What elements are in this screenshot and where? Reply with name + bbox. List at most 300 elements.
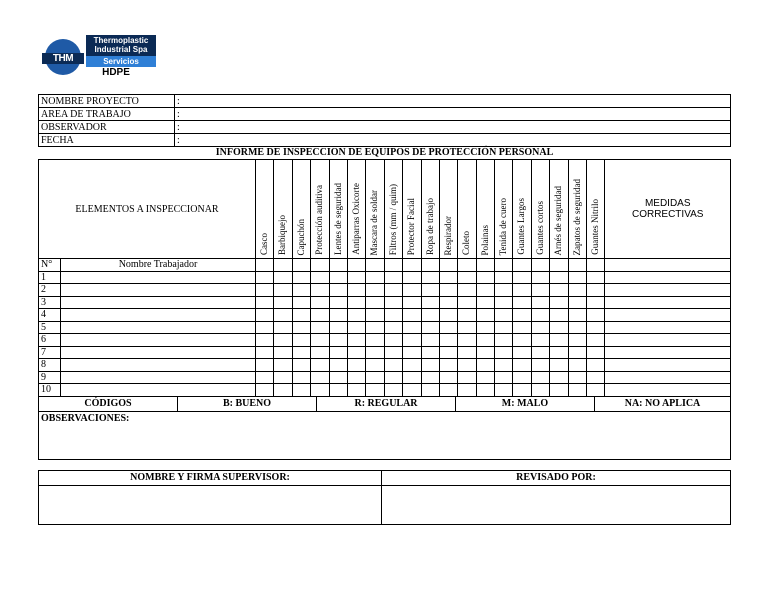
- ppe-check-cell[interactable]: [531, 371, 549, 384]
- ppe-check-cell[interactable]: [292, 284, 310, 297]
- row-number: 2: [39, 284, 61, 297]
- company-logo: [42, 35, 156, 78]
- ppe-check-cell[interactable]: [568, 359, 586, 372]
- observer-label: OBSERVADOR: [39, 121, 175, 134]
- ppe-check-cell[interactable]: [347, 284, 365, 297]
- ppe-check-cell[interactable]: [292, 384, 310, 397]
- ppe-check-cell[interactable]: [274, 271, 292, 284]
- codes-label: CÓDIGOS: [39, 396, 178, 411]
- ppe-check-cell[interactable]: [439, 371, 457, 384]
- ppe-check-cell[interactable]: [476, 346, 494, 359]
- ppe-check-cell[interactable]: [366, 284, 384, 297]
- worker-name-cell[interactable]: [61, 309, 256, 322]
- ppe-check-cell[interactable]: [421, 296, 439, 309]
- ppe-check-cell[interactable]: [347, 271, 365, 284]
- worker-name-cell[interactable]: [61, 384, 256, 397]
- row-number: 7: [39, 346, 61, 359]
- ppe-check-cell[interactable]: [513, 271, 531, 284]
- ppe-header-label: Protección auditiva: [314, 185, 325, 255]
- ppe-header-6: [366, 160, 384, 259]
- ppe-check-cell[interactable]: [476, 296, 494, 309]
- ppe-check-cell[interactable]: [274, 284, 292, 297]
- ppe-check-cell[interactable]: [292, 371, 310, 384]
- ppe-check-cell[interactable]: [311, 346, 329, 359]
- ppe-check-cell[interactable]: [531, 296, 549, 309]
- subheader-row: [39, 259, 731, 272]
- table-row: [39, 334, 731, 347]
- ppe-check-cell[interactable]: [421, 384, 439, 397]
- ppe-check-cell[interactable]: [274, 371, 292, 384]
- ppe-check-cell[interactable]: [347, 384, 365, 397]
- table-row: [39, 296, 731, 309]
- ppe-check-cell[interactable]: [439, 321, 457, 334]
- row-number: 5: [39, 321, 61, 334]
- ppe-check-cell[interactable]: [329, 371, 347, 384]
- ppe-check-cell[interactable]: [384, 284, 402, 297]
- ppe-check-cell[interactable]: [384, 296, 402, 309]
- ppe-check-cell[interactable]: [476, 384, 494, 397]
- reviewed-label: REVISADO POR:: [382, 471, 731, 486]
- ppe-check-cell[interactable]: [347, 309, 365, 322]
- subheader-cell: [329, 259, 347, 272]
- ppe-header-label: Guantes Largos: [516, 198, 527, 255]
- ppe-check-cell[interactable]: [476, 309, 494, 322]
- corrective-measure-cell[interactable]: [605, 271, 731, 284]
- ppe-check-cell[interactable]: [568, 321, 586, 334]
- ppe-check-cell[interactable]: [366, 346, 384, 359]
- ppe-check-cell[interactable]: [550, 346, 568, 359]
- ppe-check-cell[interactable]: [587, 271, 605, 284]
- ppe-check-cell[interactable]: [311, 309, 329, 322]
- ppe-check-cell[interactable]: [458, 371, 476, 384]
- code-na: NA: NO APLICA: [595, 396, 731, 411]
- code-regular: R: REGULAR: [317, 396, 456, 411]
- ppe-check-cell[interactable]: [587, 284, 605, 297]
- project-label: NOMBRE PROYECTO: [39, 95, 175, 108]
- ppe-check-cell[interactable]: [421, 284, 439, 297]
- ppe-check-cell[interactable]: [550, 321, 568, 334]
- ppe-check-cell[interactable]: [476, 284, 494, 297]
- ppe-check-cell[interactable]: [292, 309, 310, 322]
- subheader-cell: [366, 259, 384, 272]
- ppe-check-cell[interactable]: [476, 334, 494, 347]
- ppe-check-cell[interactable]: [495, 296, 513, 309]
- ppe-check-cell[interactable]: [550, 296, 568, 309]
- ppe-check-cell[interactable]: [587, 346, 605, 359]
- code-good: B: BUENO: [178, 396, 317, 411]
- code-bad: M: MALO: [456, 396, 595, 411]
- table-row: [39, 321, 731, 334]
- ppe-header-11: [458, 160, 476, 259]
- table-row: [39, 284, 731, 297]
- worker-name-cell[interactable]: [61, 334, 256, 347]
- ppe-check-cell[interactable]: [403, 359, 421, 372]
- ppe-check-cell[interactable]: [256, 334, 274, 347]
- ppe-check-cell[interactable]: [274, 384, 292, 397]
- subheader-cell: [550, 259, 568, 272]
- date-field[interactable]: :: [175, 134, 731, 147]
- ppe-check-cell[interactable]: [476, 271, 494, 284]
- ppe-check-cell[interactable]: [329, 309, 347, 322]
- ppe-check-cell[interactable]: [513, 384, 531, 397]
- ppe-check-cell[interactable]: [292, 346, 310, 359]
- ppe-check-cell[interactable]: [384, 271, 402, 284]
- ppe-check-cell[interactable]: [550, 284, 568, 297]
- ppe-check-cell[interactable]: [531, 321, 549, 334]
- corrective-measure-cell[interactable]: [605, 284, 731, 297]
- table-row: [39, 371, 731, 384]
- ppe-check-cell[interactable]: [292, 271, 310, 284]
- area-label: AREA DE TRABAJO: [39, 108, 175, 121]
- area-field[interactable]: :: [175, 108, 731, 121]
- ppe-check-cell[interactable]: [329, 346, 347, 359]
- worker-name-cell[interactable]: [61, 321, 256, 334]
- ppe-check-cell[interactable]: [274, 346, 292, 359]
- ppe-check-cell[interactable]: [439, 296, 457, 309]
- ppe-check-cell[interactable]: [256, 346, 274, 359]
- measures-header: MEDIDAS CORRECTIVAS: [605, 160, 731, 259]
- ppe-check-cell[interactable]: [421, 309, 439, 322]
- ppe-check-cell[interactable]: [256, 309, 274, 322]
- ppe-check-cell[interactable]: [292, 334, 310, 347]
- ppe-check-cell[interactable]: [347, 334, 365, 347]
- subheader-cell: [513, 259, 531, 272]
- corrective-measure-cell[interactable]: [605, 346, 731, 359]
- worker-name-cell[interactable]: [61, 371, 256, 384]
- worker-name-cell[interactable]: [61, 296, 256, 309]
- info-row-project: [39, 95, 731, 108]
- ppe-check-cell[interactable]: [403, 346, 421, 359]
- ppe-check-cell[interactable]: [495, 309, 513, 322]
- observer-field[interactable]: :: [175, 121, 731, 134]
- ppe-check-cell[interactable]: [550, 384, 568, 397]
- report-title: INFORME DE INSPECCION DE EQUIPOS DE PROTECCIÓN PERSONAL: [215, 147, 554, 158]
- info-row-observer: [39, 121, 731, 134]
- ppe-check-cell[interactable]: [458, 296, 476, 309]
- ppe-check-cell[interactable]: [531, 309, 549, 322]
- ppe-check-cell[interactable]: [458, 284, 476, 297]
- ppe-check-cell[interactable]: [495, 271, 513, 284]
- ppe-check-cell[interactable]: [458, 321, 476, 334]
- ppe-check-cell[interactable]: [384, 309, 402, 322]
- ppe-check-cell[interactable]: [550, 334, 568, 347]
- ppe-check-cell[interactable]: [513, 284, 531, 297]
- ppe-check-cell[interactable]: [384, 346, 402, 359]
- ppe-check-cell[interactable]: [256, 284, 274, 297]
- subheader-cell: [256, 259, 274, 272]
- ppe-check-cell[interactable]: [311, 271, 329, 284]
- ppe-check-cell[interactable]: [495, 321, 513, 334]
- ppe-check-cell[interactable]: [329, 271, 347, 284]
- ppe-check-cell[interactable]: [513, 359, 531, 372]
- ppe-check-cell[interactable]: [311, 321, 329, 334]
- ppe-check-cell[interactable]: [403, 271, 421, 284]
- ppe-check-cell[interactable]: [347, 321, 365, 334]
- table-row: [39, 384, 731, 397]
- subheader-cell: [292, 259, 310, 272]
- row-number: 6: [39, 334, 61, 347]
- row-number: 1: [39, 271, 61, 284]
- ppe-check-cell[interactable]: [550, 309, 568, 322]
- ppe-check-cell[interactable]: [439, 384, 457, 397]
- ppe-header-3: [311, 160, 329, 259]
- ppe-header-label: Guantes cortos: [534, 201, 545, 255]
- reviewed-signature-field[interactable]: [382, 486, 731, 525]
- worker-name-cell[interactable]: [61, 284, 256, 297]
- ppe-check-cell[interactable]: [513, 296, 531, 309]
- signature-row: [39, 486, 731, 525]
- ppe-check-cell[interactable]: [513, 371, 531, 384]
- ppe-check-cell[interactable]: [458, 271, 476, 284]
- ppe-check-cell[interactable]: [550, 271, 568, 284]
- ppe-check-cell[interactable]: [256, 384, 274, 397]
- subheader-cell: [311, 259, 329, 272]
- subheader-cell: [347, 259, 365, 272]
- ppe-check-cell[interactable]: [311, 296, 329, 309]
- subheader-cell: [495, 259, 513, 272]
- ppe-check-cell[interactable]: [366, 321, 384, 334]
- ppe-check-cell[interactable]: [274, 359, 292, 372]
- ppe-check-cell[interactable]: [384, 334, 402, 347]
- ppe-check-cell[interactable]: [495, 359, 513, 372]
- ppe-check-cell[interactable]: [274, 296, 292, 309]
- ppe-check-cell[interactable]: [495, 346, 513, 359]
- ppe-check-cell[interactable]: [292, 296, 310, 309]
- corrective-measure-cell[interactable]: [605, 384, 731, 397]
- ppe-check-cell[interactable]: [476, 371, 494, 384]
- ppe-check-cell[interactable]: [513, 334, 531, 347]
- ppe-header-label: Coleto: [461, 231, 472, 255]
- ppe-check-cell[interactable]: [568, 334, 586, 347]
- ppe-header-label: Filtros (mm / quim): [387, 183, 398, 255]
- ppe-check-cell[interactable]: [495, 384, 513, 397]
- ppe-check-cell[interactable]: [366, 271, 384, 284]
- corrective-measure-cell[interactable]: [605, 334, 731, 347]
- ppe-check-cell[interactable]: [384, 384, 402, 397]
- ppe-header-10: [439, 160, 457, 259]
- ppe-check-cell[interactable]: [311, 359, 329, 372]
- ppe-check-cell[interactable]: [274, 321, 292, 334]
- ppe-check-cell[interactable]: [587, 321, 605, 334]
- ppe-check-cell[interactable]: [403, 384, 421, 397]
- ppe-check-cell[interactable]: [366, 309, 384, 322]
- ppe-check-cell[interactable]: [439, 271, 457, 284]
- ppe-check-cell[interactable]: [439, 309, 457, 322]
- logo-company-line2: Industrial Spa: [94, 45, 148, 54]
- ppe-header-0: [256, 160, 274, 259]
- ppe-check-cell[interactable]: [329, 359, 347, 372]
- ppe-header-12: [476, 160, 494, 259]
- ppe-check-cell[interactable]: [421, 371, 439, 384]
- ppe-check-cell[interactable]: [329, 296, 347, 309]
- ppe-check-cell[interactable]: [403, 321, 421, 334]
- ppe-check-cell[interactable]: [587, 384, 605, 397]
- ppe-check-cell[interactable]: [439, 284, 457, 297]
- ppe-check-cell[interactable]: [421, 334, 439, 347]
- subheader-cell: [568, 259, 586, 272]
- ppe-check-cell[interactable]: [513, 321, 531, 334]
- ppe-check-cell[interactable]: [329, 321, 347, 334]
- ppe-check-cell[interactable]: [292, 359, 310, 372]
- info-table: [38, 94, 731, 147]
- ppe-check-cell[interactable]: [347, 371, 365, 384]
- col-number-header: N°: [39, 259, 61, 272]
- corrective-measure-cell[interactable]: [605, 371, 731, 384]
- ppe-check-cell[interactable]: [329, 384, 347, 397]
- ppe-check-cell[interactable]: [403, 371, 421, 384]
- subheader-cell: [605, 259, 731, 272]
- subheader-cell: [439, 259, 457, 272]
- ppe-check-cell[interactable]: [366, 384, 384, 397]
- ppe-check-cell[interactable]: [495, 334, 513, 347]
- ppe-check-cell[interactable]: [531, 334, 549, 347]
- ppe-check-cell[interactable]: [329, 284, 347, 297]
- ppe-check-cell[interactable]: [329, 334, 347, 347]
- ppe-check-cell[interactable]: [550, 359, 568, 372]
- corrective-measure-cell[interactable]: [605, 309, 731, 322]
- signature-section: [38, 470, 731, 525]
- ppe-check-cell[interactable]: [495, 371, 513, 384]
- ppe-header-4: [329, 160, 347, 259]
- row-number: 4: [39, 309, 61, 322]
- ppe-check-cell[interactable]: [366, 359, 384, 372]
- worker-name-cell[interactable]: [61, 359, 256, 372]
- ppe-check-cell[interactable]: [513, 346, 531, 359]
- ppe-check-cell[interactable]: [274, 334, 292, 347]
- ppe-check-cell[interactable]: [568, 296, 586, 309]
- ppe-check-cell[interactable]: [568, 271, 586, 284]
- logo-product: HDPE: [102, 67, 130, 78]
- ppe-check-cell[interactable]: [458, 346, 476, 359]
- ppe-check-cell[interactable]: [311, 384, 329, 397]
- logo-monogram: THM: [42, 53, 84, 64]
- observations-box[interactable]: [38, 411, 731, 460]
- ppe-check-cell[interactable]: [568, 309, 586, 322]
- row-number: 9: [39, 371, 61, 384]
- ppe-header-label: Lentes de seguridad: [332, 183, 343, 255]
- ppe-check-cell[interactable]: [476, 321, 494, 334]
- project-field[interactable]: :: [175, 95, 731, 108]
- ppe-header-label: Mascara de soldar: [369, 189, 380, 255]
- ppe-check-cell[interactable]: [587, 334, 605, 347]
- ppe-check-cell[interactable]: [366, 334, 384, 347]
- ppe-check-cell[interactable]: [256, 359, 274, 372]
- ppe-header-label: Guantes Nitrilo: [590, 199, 601, 255]
- ppe-check-cell[interactable]: [531, 359, 549, 372]
- ppe-header-8: [403, 160, 421, 259]
- ppe-check-cell[interactable]: [531, 346, 549, 359]
- ppe-check-cell[interactable]: [311, 371, 329, 384]
- ppe-check-cell[interactable]: [384, 371, 402, 384]
- ppe-header-label: Casco: [259, 233, 270, 255]
- elements-header: ELEMENTOS A INSPECCIONAR: [39, 160, 256, 259]
- date-label: FECHA: [39, 134, 175, 147]
- ppe-header-18: [587, 160, 605, 259]
- ppe-check-cell[interactable]: [403, 309, 421, 322]
- worker-name-cell[interactable]: [61, 346, 256, 359]
- worker-name-cell[interactable]: [61, 271, 256, 284]
- supervisor-label: NOMBRE Y FIRMA SUPERVISOR:: [39, 471, 382, 486]
- ppe-check-cell[interactable]: [256, 371, 274, 384]
- observations-label: OBSERVACIONES:: [41, 412, 130, 424]
- ppe-header-1: [274, 160, 292, 259]
- ppe-check-cell[interactable]: [274, 309, 292, 322]
- ppe-check-cell[interactable]: [495, 284, 513, 297]
- ppe-check-cell[interactable]: [421, 321, 439, 334]
- ppe-check-cell[interactable]: [458, 384, 476, 397]
- ppe-check-cell[interactable]: [550, 371, 568, 384]
- subheader-cell: [476, 259, 494, 272]
- ppe-check-cell[interactable]: [384, 359, 402, 372]
- ppe-check-cell[interactable]: [587, 309, 605, 322]
- ppe-check-cell[interactable]: [568, 371, 586, 384]
- ppe-check-cell[interactable]: [366, 371, 384, 384]
- ppe-check-cell[interactable]: [458, 309, 476, 322]
- ppe-header-14: [513, 160, 531, 259]
- ppe-check-cell[interactable]: [568, 346, 586, 359]
- subheader-cell: [458, 259, 476, 272]
- ppe-check-cell[interactable]: [531, 271, 549, 284]
- ppe-check-cell[interactable]: [384, 321, 402, 334]
- subheader-cell: [421, 259, 439, 272]
- ppe-check-cell[interactable]: [347, 359, 365, 372]
- ppe-header-label: Zapatos de seguridad: [571, 178, 582, 255]
- corrective-measure-cell[interactable]: [605, 359, 731, 372]
- corrective-measure-cell[interactable]: [605, 296, 731, 309]
- ppe-header-label: Arnés de seguridad: [553, 185, 564, 255]
- ppe-check-cell[interactable]: [439, 334, 457, 347]
- ppe-check-cell[interactable]: [366, 296, 384, 309]
- ppe-check-cell[interactable]: [439, 346, 457, 359]
- ppe-check-cell[interactable]: [403, 296, 421, 309]
- ppe-check-cell[interactable]: [292, 321, 310, 334]
- ppe-check-cell[interactable]: [439, 359, 457, 372]
- ppe-check-cell[interactable]: [458, 359, 476, 372]
- ppe-check-cell[interactable]: [531, 384, 549, 397]
- ppe-header-label: Antiparras Oxicorte: [350, 183, 361, 255]
- supervisor-signature-field[interactable]: [39, 486, 382, 525]
- ppe-check-cell[interactable]: [347, 296, 365, 309]
- logo-company-line1: Thermoplastic: [93, 36, 149, 45]
- ppe-check-cell[interactable]: [311, 334, 329, 347]
- ppe-check-cell[interactable]: [568, 384, 586, 397]
- ppe-check-cell[interactable]: [256, 296, 274, 309]
- ppe-check-cell[interactable]: [458, 334, 476, 347]
- ppe-check-cell[interactable]: [531, 284, 549, 297]
- ppe-header-5: [347, 160, 365, 259]
- ppe-check-cell[interactable]: [421, 346, 439, 359]
- ppe-check-cell[interactable]: [587, 359, 605, 372]
- ppe-check-cell[interactable]: [513, 309, 531, 322]
- subheader-cell: [531, 259, 549, 272]
- ppe-check-cell[interactable]: [568, 284, 586, 297]
- row-number: 8: [39, 359, 61, 372]
- corrective-measure-cell[interactable]: [605, 321, 731, 334]
- ppe-header-13: [495, 160, 513, 259]
- ppe-check-cell[interactable]: [421, 359, 439, 372]
- ppe-header-17: [568, 160, 586, 259]
- ppe-check-cell[interactable]: [256, 321, 274, 334]
- ppe-check-cell[interactable]: [403, 334, 421, 347]
- ppe-check-cell[interactable]: [587, 371, 605, 384]
- ppe-check-cell[interactable]: [256, 271, 274, 284]
- ppe-check-cell[interactable]: [587, 296, 605, 309]
- ppe-check-cell[interactable]: [347, 346, 365, 359]
- ppe-check-cell[interactable]: [476, 359, 494, 372]
- ppe-check-cell[interactable]: [403, 284, 421, 297]
- ppe-check-cell[interactable]: [421, 271, 439, 284]
- ppe-check-cell[interactable]: [311, 284, 329, 297]
